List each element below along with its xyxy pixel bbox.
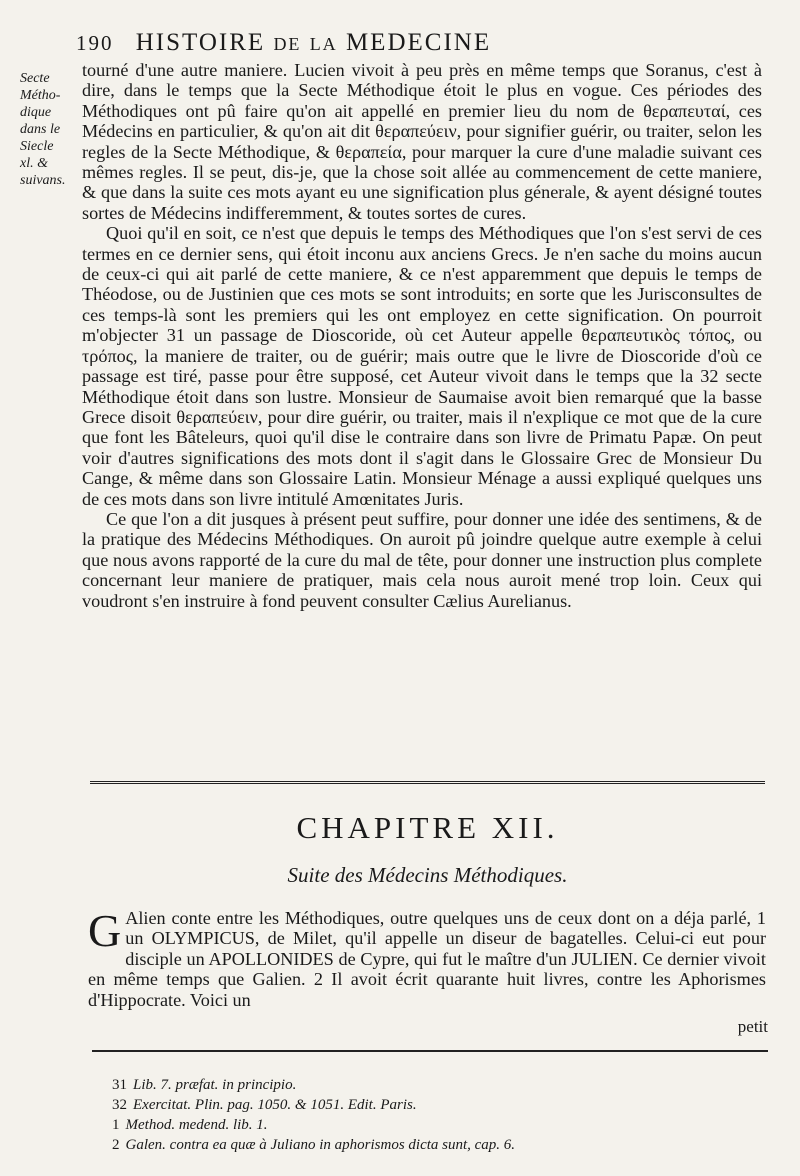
chapter-subtitle: Suite des Médecins Méthodiques.: [287, 863, 568, 887]
body-text: [82, 60, 762, 611]
footnote-number: 32: [112, 1097, 127, 1113]
header-title-de: DE: [273, 34, 302, 54]
footnote-number: 2: [112, 1137, 120, 1153]
margin-note-line: dans le: [20, 122, 61, 137]
page-number: 190: [76, 31, 114, 55]
footnote-rule: [92, 1050, 768, 1052]
header-title-medecine: MEDECINE: [345, 29, 492, 56]
margin-note: [20, 70, 84, 189]
footnote-text: Galen. contra ea quæ à Juliano in aphorismos dicta sunt, cap. 6.: [125, 1137, 516, 1153]
footnote-text: Method. medend. lib. 1.: [125, 1117, 268, 1133]
chapter-divider: [90, 781, 765, 784]
footnote: [112, 1135, 712, 1155]
chapter-paragraph: Alien conte entre les Méthodiques, outre quelques uns de ceux dont on a déja parlé, 1 un OLYMPICUS, de Milet, qu'il appelle un diseur de bagatelles. Celui-ci eut pour disciple un APOLLONIDES de Cypre, qui fut le maître d'un JULIEN. Ce dernier vivoit en même temps que Galien. 2 Il avoit écrit quarante huit livres, contre les Aphorismes d'Hippocrate. Voici un: [88, 908, 766, 1010]
margin-note-line: xl. &: [20, 156, 48, 171]
chapter-title: CHAPITRE XII.: [296, 810, 559, 845]
paragraph: Ce que l'on a dit jusques à présent peut suffire, pour donner une idée des sentimens, & de la pratique des Médecins Méthodiques. On auroit pû joindre quelque autre exemple à celui que nous avons rapporté de la cure du mal de tête, pour donner une instruction plus complete concernant leur maniere de pratiquer, mais cela nous auroit mené trop loin. Ceux qui voudront s'en instruire à fond peuvent consulter Cælius Aurelianus.: [82, 508, 762, 611]
margin-note-line: dique: [20, 105, 52, 120]
footnote-number: 1: [112, 1117, 120, 1133]
drop-cap: G: [88, 905, 122, 956]
paragraph: Quoi qu'il en soit, ce n'est que depuis le temps des Méthodiques que l'on s'est servi de ces termes en ce dernier sens, qui étoit inconu aux anciens Grecs. Je n'en sache du moins aucun de ceux-ci qui ait parlé de cette maniere, & ce n'est apparemment que depuis le temps de Théodose, ou de Justinien que ces mots se sont introduits; en sorte que les Jurisconsultes de ces temps-là sont les premiers qui les ont employez en cette signification. On pourroit m'objecter 31 un passage de Dioscoride, où cet Auteur appelle θεραπευτικὸς τόπος, ou τρόπος, la maniere de traiter, ou de guérir; mais outre que le livre de Dioscoride d'où ce passage est tiré, passe pour être supposé, cet Auteur vivoit dans le temps que la 32 secte Méthodique étoit dans son lustre. Monsieur de Saumaise avoit bien remarqué que la basse Grece disoit θεραπεύειν, pour dire guérir, ou traiter, mais il n'explique ce mot que de la cure que font les Bâteleurs, quoi qu'il dise le contraire dans son livre de Primatu Papæ. On peut voir d'autres significations des mots dont il s'agit dans le Glossaire Grec de Monsieur Du Cange, & même dans son Glossaire Latin. Monsieur Ménage a aussi expliqué quelques uns de ces mots dans son livre intitulé Amœnitates Juris.: [82, 223, 762, 509]
chapter-text: [88, 905, 766, 1010]
paragraph-continued: tourné d'une autre maniere. Lucien vivoit à peu près en même temps que Soranus, c'est à dire, dans le temps que la Secte Méthodique étoit le plus en vogue. Ces périodes des Méthodiques ont pû faire qu'on ait appellé en premier lieu du nom de θεραπευταί, ces Médecins en particulier, & qu'on ait dit θεραπεύειν, pour signifier guérir, ou traiter, selon les regles de la Secte Méthodique, & θεραπεία, pour marquer la cure d'une maladie suivant ces mêmes regles. Il se peut, dis-je, que la chose soit allée au commencement de cette maniere, & que dans la suite ces mots ayant eu une signification plus génerale, & ayent désigné toutes sortes de Médecins indifferemment, & toutes sortes de cures.: [82, 60, 762, 223]
catchword: petit: [737, 1017, 768, 1036]
footnote-text: Lib. 7. præfat. in principio.: [133, 1077, 297, 1093]
footnote-text: Exercitat. Plin. pag. 1050. & 1051. Edit. Paris.: [133, 1097, 417, 1113]
running-head: [76, 28, 696, 59]
footnote: [112, 1095, 712, 1115]
footnote: [112, 1075, 712, 1095]
footnote: [112, 1115, 712, 1135]
header-title-histoire: HISTOIRE: [135, 29, 266, 56]
header-title-la: LA: [309, 34, 338, 54]
margin-note-line: Métho-: [20, 88, 61, 103]
margin-note-line: Secte: [20, 71, 50, 86]
margin-note-line: suivans.: [20, 173, 66, 188]
footnote-number: 31: [112, 1077, 127, 1093]
margin-note-line: Siecle: [20, 139, 54, 154]
footnotes: [112, 1075, 712, 1155]
